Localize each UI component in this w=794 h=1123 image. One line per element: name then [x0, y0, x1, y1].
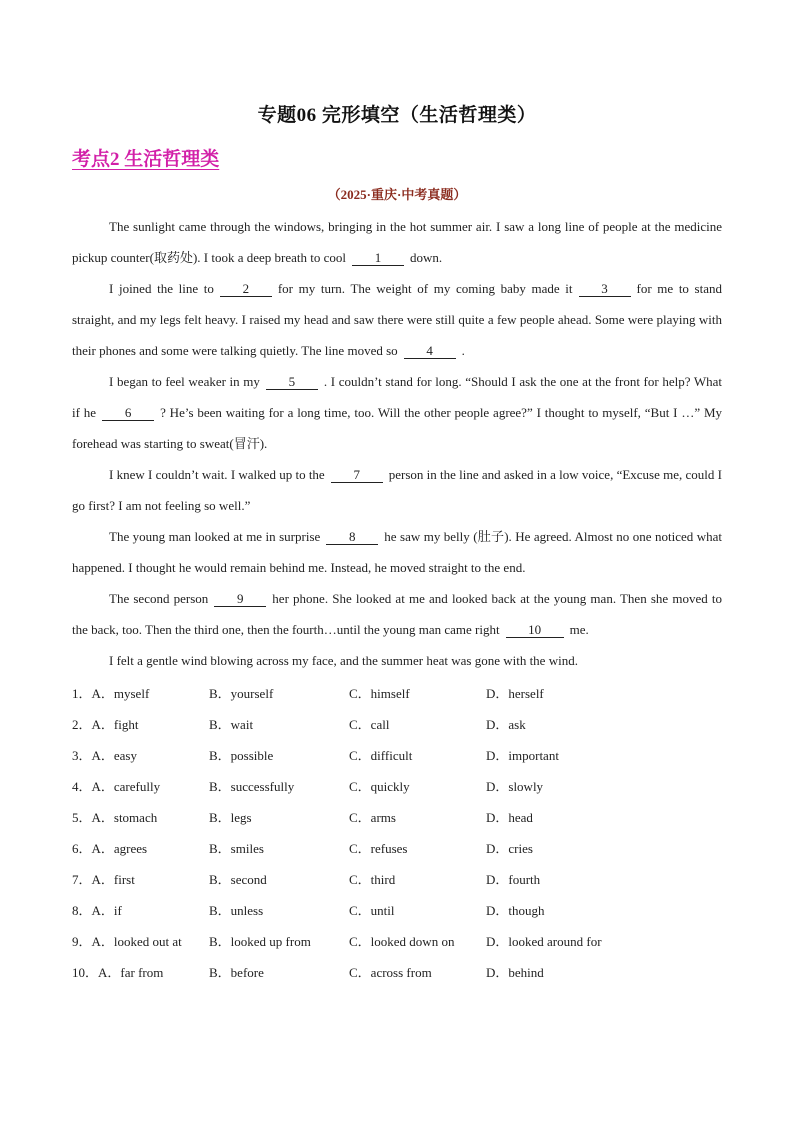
- paragraph-text: person in the line and asked in a low voice, “Excuse me, could I go first? I am not feeling so well.”: [72, 467, 723, 513]
- paragraph-7: I felt a gentle wind blowing across my face, and the summer heat was gone with the wind.: [109, 653, 578, 668]
- blank-10: 10: [506, 622, 564, 638]
- option-a: 1．A．myself: [72, 686, 150, 701]
- option-b: B．before: [209, 965, 264, 980]
- option-a: 7．A．first: [72, 872, 135, 887]
- option-b: B．wait: [209, 717, 254, 732]
- paragraph-3: [72, 366, 722, 459]
- option-b: B．second: [209, 872, 267, 887]
- option-c: C．until: [349, 903, 395, 918]
- blank-7: 7: [331, 467, 383, 483]
- paragraph-text: he saw my belly (肚子). He agreed. Almost no one noticed what happened. I thought he would remain behind me. Instead, he moved straight to the end.: [72, 529, 722, 575]
- option-c: C．quickly: [349, 779, 410, 794]
- option-c: C．refuses: [349, 841, 408, 856]
- paragraph-1: [72, 211, 722, 273]
- option-b: B．possible: [209, 748, 274, 763]
- option-d: D．important: [486, 748, 559, 763]
- question-row: [72, 802, 732, 833]
- option-d: D．slowly: [486, 779, 544, 794]
- paragraph-2: [72, 273, 722, 366]
- answer-options: [72, 678, 732, 988]
- option-a: 6．A．agrees: [72, 841, 148, 856]
- option-a: 4．A．carefully: [72, 779, 161, 794]
- blank-3: 3: [579, 281, 631, 297]
- option-a: 5．A．stomach: [72, 810, 158, 825]
- paragraph-text: The sunlight came through the windows, bringing in the hot summer air. I saw a long line of people at the medicine pickup counter(取药处). I took a deep breath to cool: [72, 219, 722, 265]
- question-row: [72, 771, 732, 802]
- option-c: C．difficult: [349, 748, 413, 763]
- section-heading: 考点2 生活哲理类: [72, 149, 220, 170]
- question-row: [72, 895, 732, 926]
- blank-1: 1: [352, 250, 404, 266]
- blank-5: 5: [266, 374, 318, 390]
- question-row: [72, 926, 732, 957]
- option-a: 2．A．fight: [72, 717, 139, 732]
- paragraph-text: The young man looked at me in surprise: [109, 529, 321, 544]
- option-b: B．unless: [209, 903, 264, 918]
- option-c: C．looked down on: [349, 934, 455, 949]
- option-b: B．successfully: [209, 779, 295, 794]
- option-d: D．cries: [486, 841, 533, 856]
- paragraph-text: I knew I couldn’t wait. I walked up to the: [109, 467, 325, 482]
- option-a: 9．A．looked out at: [72, 934, 182, 949]
- paragraph-text: for me to stand straight, and my legs felt heavy. I raised my head and saw there were still quite a few people ahead. Some were playing with their phones and some were talking quietly. The line moved so: [72, 281, 722, 358]
- option-d: D．herself: [486, 686, 544, 701]
- paragraph-text: for my turn. The weight of my coming baby made it: [277, 281, 573, 296]
- question-row: [72, 740, 732, 771]
- question-row: [72, 709, 732, 740]
- blank-4: 4: [404, 343, 456, 359]
- option-b: B．yourself: [209, 686, 274, 701]
- option-b: B．looked up from: [209, 934, 311, 949]
- option-c: C．himself: [349, 686, 410, 701]
- paragraph-4: [72, 459, 722, 521]
- question-row: [72, 833, 732, 864]
- option-c: C．arms: [349, 810, 396, 825]
- option-b: B．legs: [209, 810, 252, 825]
- option-d: D．though: [486, 903, 545, 918]
- paragraph-text: I joined the line to: [109, 281, 214, 296]
- option-a: 3．A．easy: [72, 748, 137, 763]
- blank-6: 6: [102, 405, 154, 421]
- paragraph-text: . I couldn’t stand for long. “Should I ask the one at the front for help? What if he: [72, 374, 722, 420]
- passage: [72, 211, 722, 676]
- option-c: C．across from: [349, 965, 432, 980]
- option-b: B．smiles: [209, 841, 264, 856]
- option-a: 10．A．far from: [72, 965, 164, 980]
- paragraph-text: The second person: [109, 591, 209, 606]
- blank-2: 2: [220, 281, 272, 297]
- paragraph-text: ? He’s been waiting for a long time, too. Will the other people agree?” I thought to myself, “But I …” My forehead was starting to sweat(冒汗).: [72, 405, 722, 451]
- document-title: 专题06 完形填空（生活哲理类）: [257, 105, 537, 126]
- source-note: （2025·重庆·中考真题）: [327, 187, 467, 202]
- question-row: [72, 678, 732, 709]
- paragraph-6: [72, 583, 722, 645]
- option-d: D．looked around for: [486, 934, 602, 949]
- option-d: D．ask: [486, 717, 526, 732]
- option-a: 8．A．if: [72, 903, 122, 918]
- question-row: [72, 957, 732, 988]
- option-c: C．third: [349, 872, 396, 887]
- option-d: D．fourth: [486, 872, 541, 887]
- option-d: D．head: [486, 810, 533, 825]
- option-c: C．call: [349, 717, 390, 732]
- paragraph-text: .: [461, 343, 465, 358]
- paragraph-5: [72, 521, 722, 583]
- paragraph-text: down.: [410, 250, 443, 265]
- blank-9: 9: [214, 591, 266, 607]
- option-d: D．behind: [486, 965, 544, 980]
- blank-8: 8: [326, 529, 378, 545]
- question-row: [72, 864, 732, 895]
- paragraph-text: her phone. She looked at me and looked back at the young man. Then she moved to the back, too. Then the third one, then the fourth…until the young man came right: [72, 591, 723, 637]
- paragraph-text: me.: [569, 622, 589, 637]
- paragraph-text: I began to feel weaker in my: [109, 374, 260, 389]
